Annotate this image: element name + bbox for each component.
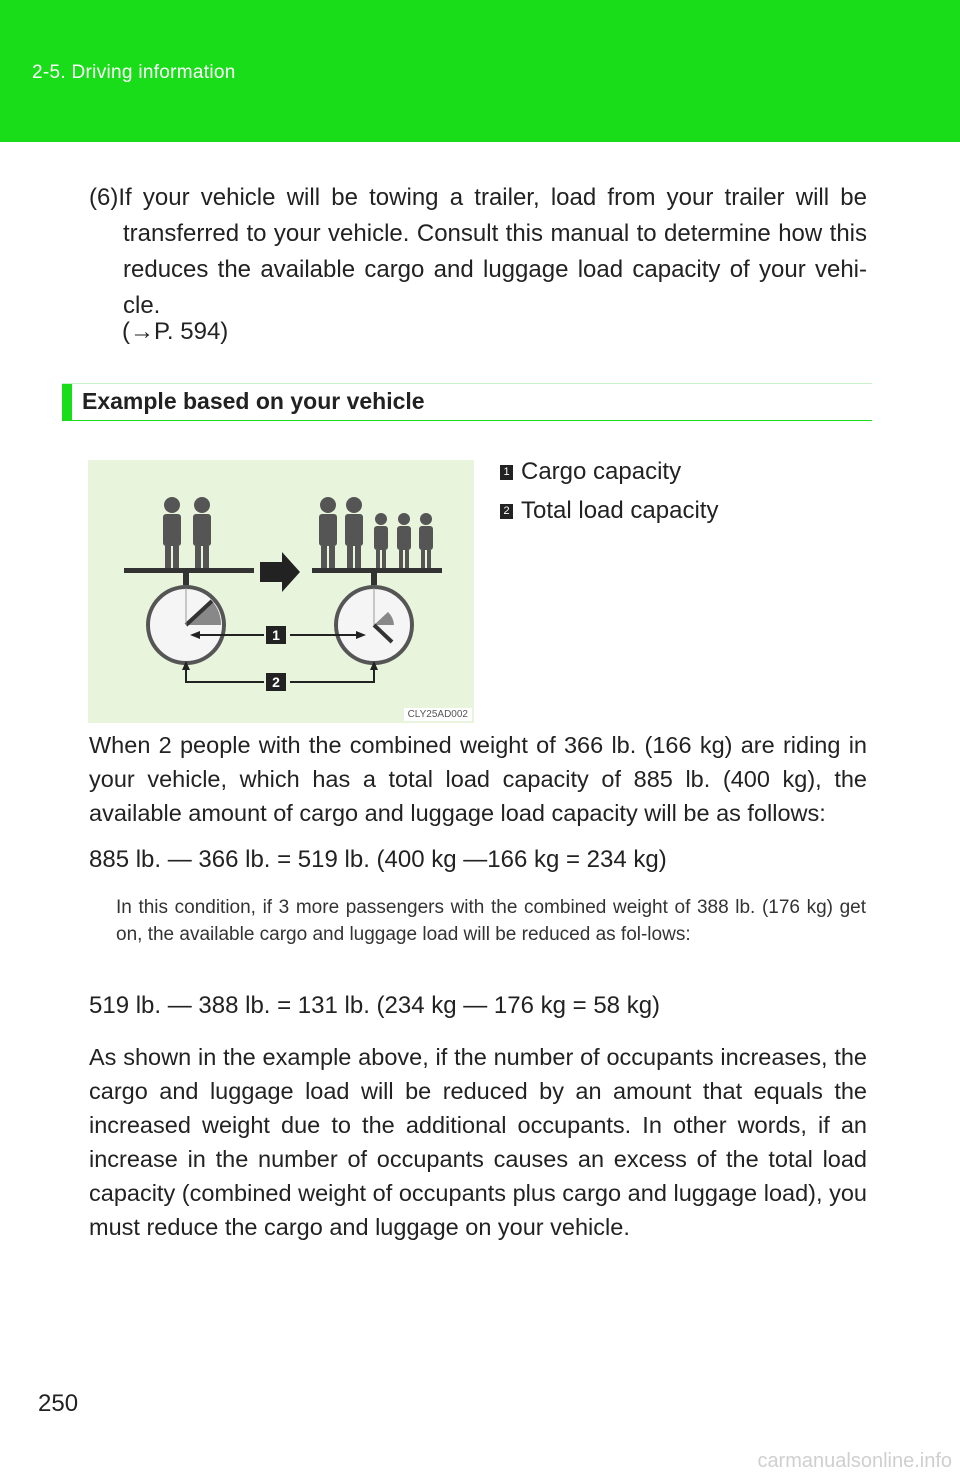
step-6-line-1: (6)If your vehicle will be towing a trailer, load from your trailer will be — [89, 184, 867, 211]
legend-item-cargo-capacity — [500, 458, 681, 486]
figure-code: CLY25AD002 — [404, 708, 472, 721]
step-6-line-2: transferred to your vehicle. Consult this manual to determine how this — [123, 220, 867, 247]
paragraph-2: As shown in the example above, if the number of occupants increases, the cargo and luggage load will be reduced by an amount that equals the increased weight due to the additional occupants. In other words, if an increase in the number of occupants causes an excess of the total load capacity (combined weight of occupants plus cargo and luggage load), you must reduce the cargo and luggage on your vehicle. — [89, 1044, 867, 1240]
gauge-after-icon — [336, 587, 412, 663]
badge-1-icon: 1 — [500, 465, 513, 480]
page-number: 250 — [38, 1390, 79, 1417]
svg-text:2: 2 — [272, 674, 280, 690]
gauge-before-icon — [148, 587, 224, 663]
step-6-line-4: cle. — [123, 292, 161, 319]
load-capacity-illustration — [88, 460, 474, 723]
paragraph-1: When 2 people with the combined weight of 366 lb. (166 kg) are riding in your vehicle, which has a total load capacity of 885 lb. (400 kg), the available amount of cargo and luggage load capacity will be as follows: — [89, 732, 867, 826]
arrow-right-icon — [260, 552, 300, 592]
legend-label: Cargo capacity — [521, 458, 682, 485]
example-heading — [62, 383, 872, 421]
illustration-svg — [88, 460, 474, 723]
legend-item-total-load-capacity — [500, 497, 718, 525]
step-6 — [89, 180, 867, 324]
badge-2-icon: 2 — [500, 504, 513, 519]
people-after-icon — [319, 497, 433, 568]
section-label: 2-5. Driving information — [32, 62, 236, 83]
watermark: carmanualsonline.info — [757, 1450, 952, 1472]
example-title: Example based on your vehicle — [82, 388, 425, 414]
heading-accent-bar — [62, 384, 72, 420]
formula-1: 885 lb. — 366 lb. = 519 lb. (400 kg —166 kg = 234 kg) — [89, 846, 667, 873]
legend-label: Total load capacity — [521, 497, 719, 524]
step-number: (6) — [89, 184, 119, 211]
formula-2: 519 lb. — 388 lb. = 131 lb. (234 kg — 176 kg = 58 kg) — [89, 992, 661, 1019]
people-before-icon — [163, 497, 211, 568]
step-6-line-3: reduces the available cargo and luggage load capacity of your vehi- — [123, 256, 867, 283]
note-paragraph: In this condition, if 3 more passengers with the combined weight of 388 lb. (176 kg) get on, the available cargo and luggage load will be reduced as fol-lows: — [116, 897, 866, 945]
page-header — [0, 0, 960, 142]
page-reference[interactable]: (→P. 594) — [122, 318, 229, 345]
svg-text:1: 1 — [272, 627, 280, 643]
